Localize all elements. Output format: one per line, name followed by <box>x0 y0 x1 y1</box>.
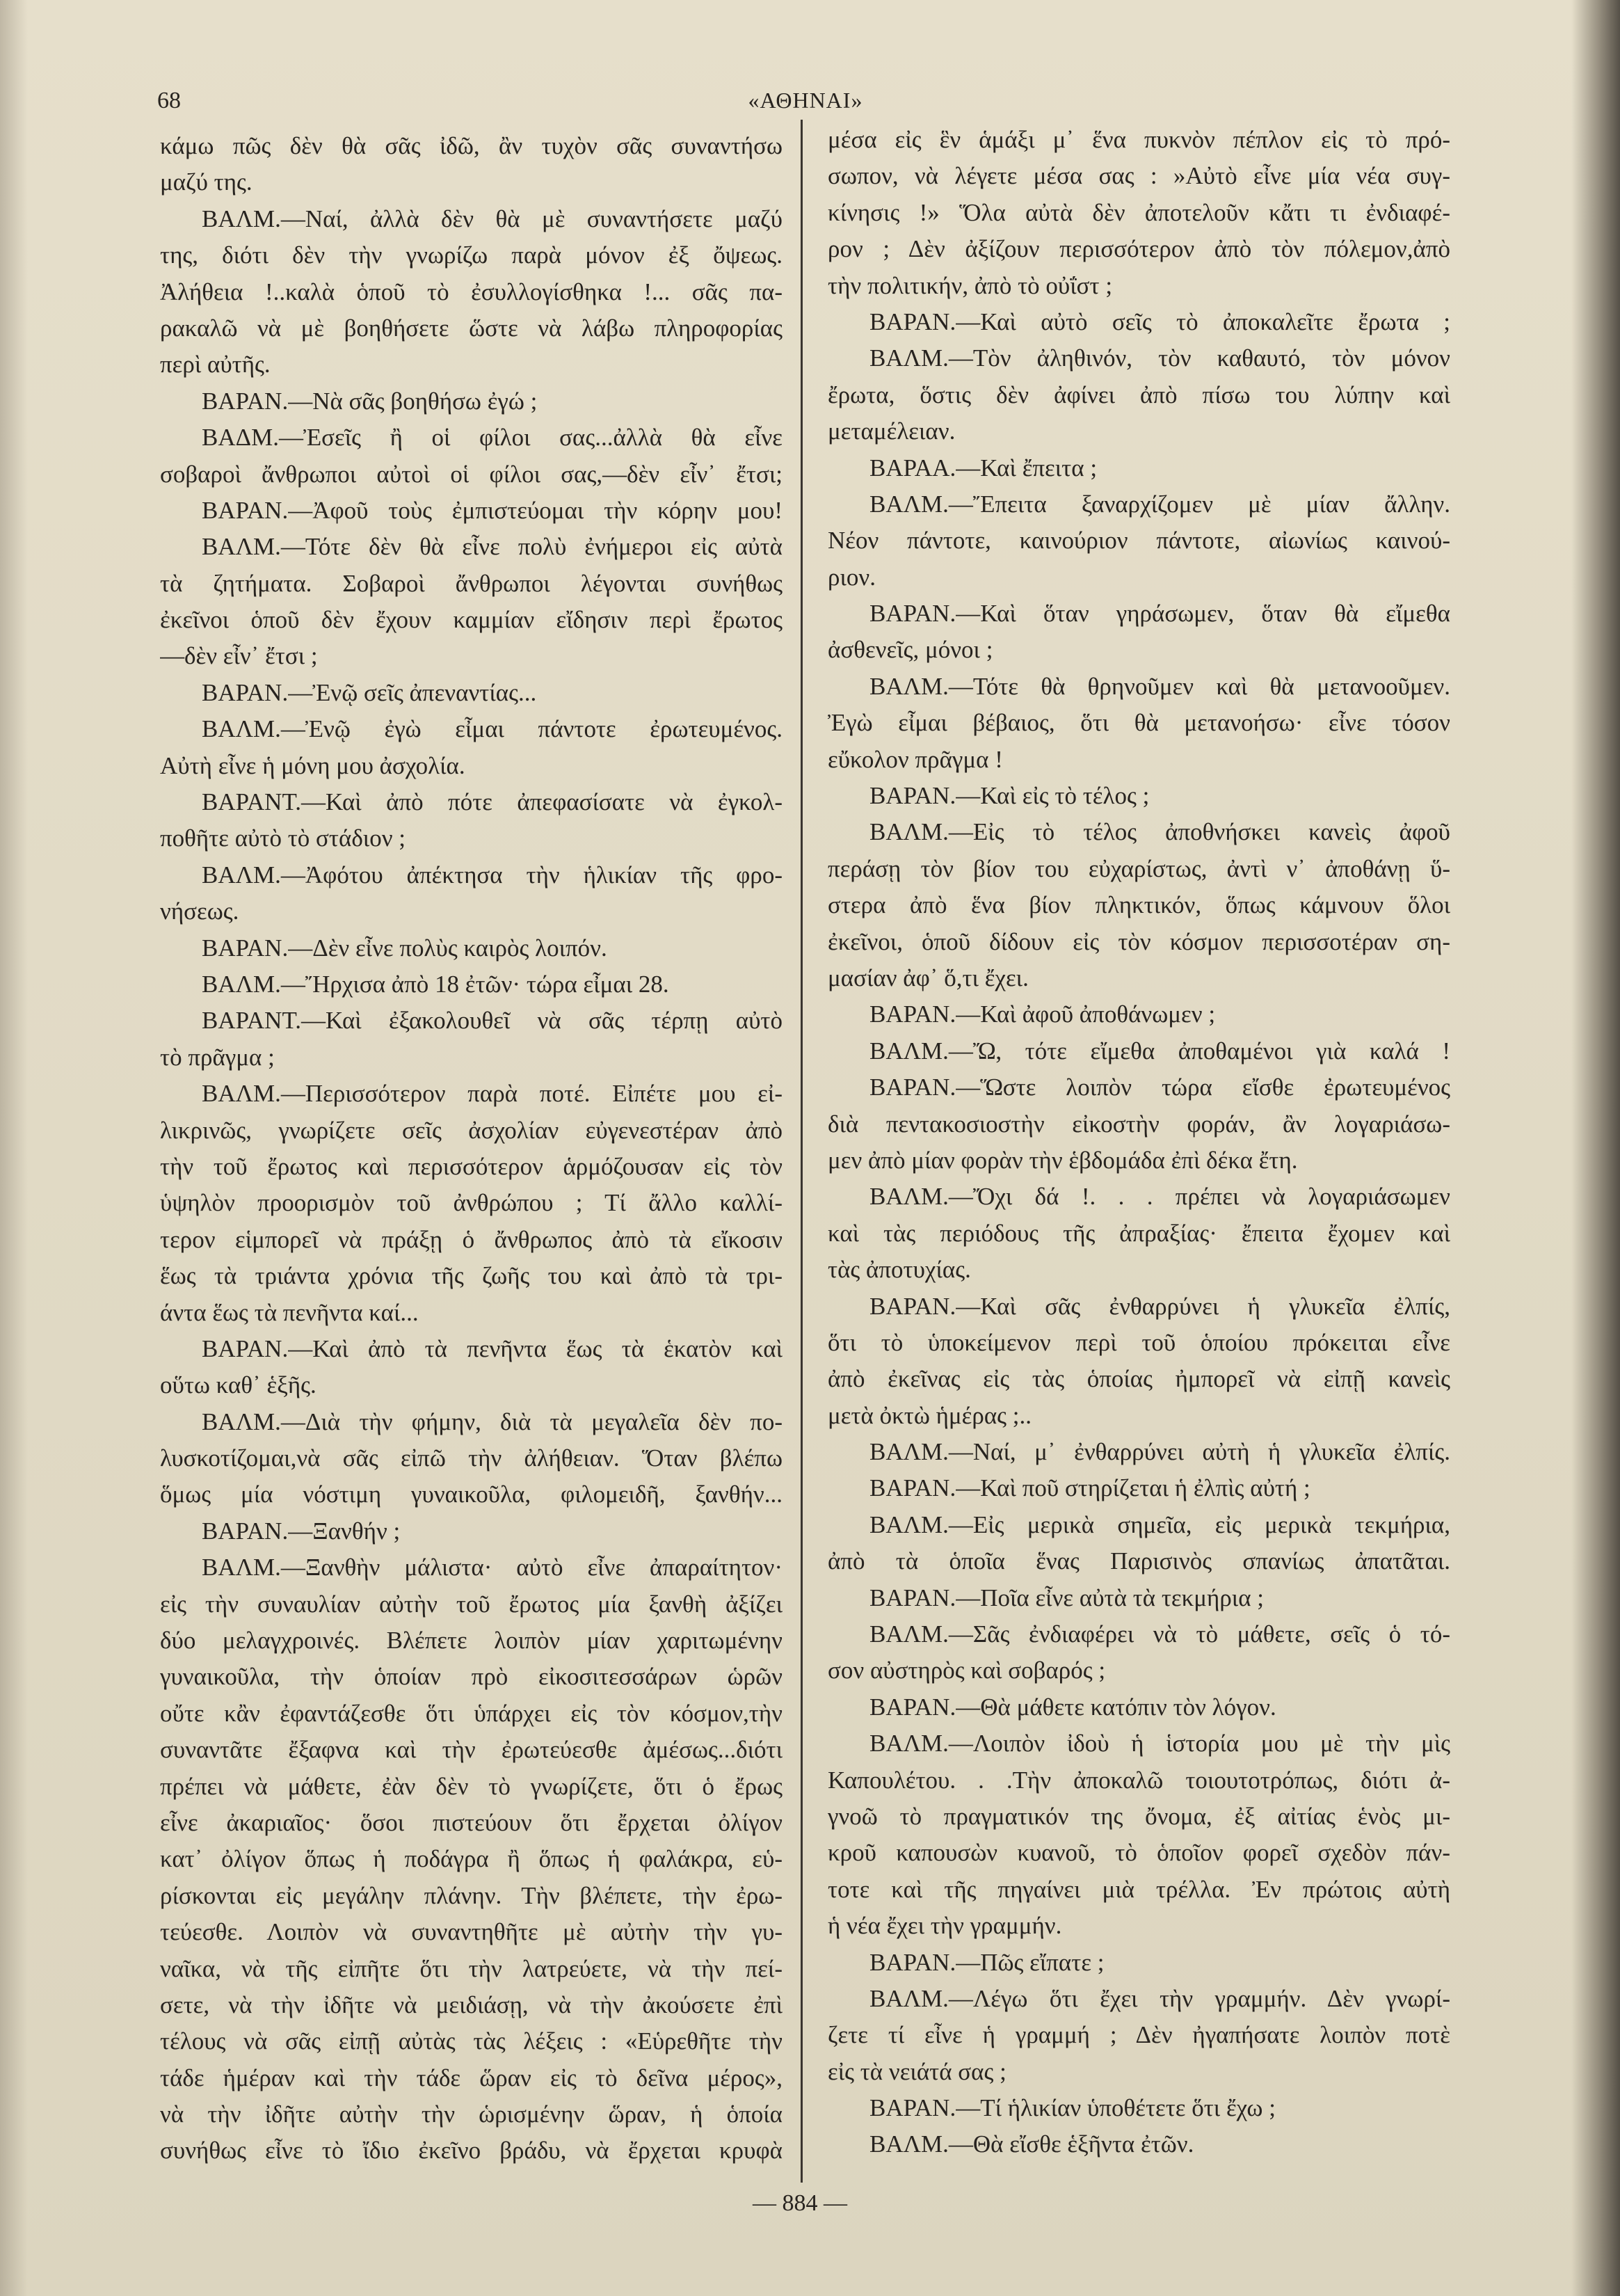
text-line: τὴν πολιτικήν, ἀπὸ τὸ οὐΐστ ; <box>828 271 1113 299</box>
text-line: ΒΑΛΜ.—Ξανθὴν μάλιστα· αὐτὸ εἶνε ἀπαραίτητον· <box>202 1554 783 1581</box>
text-line: νὰ τὴν ἰδῆτε αὐτὴν τὴν ὡρισμένην ὥραν, ἡ ὁποία <box>160 2100 783 2128</box>
text-line: Ἐγὼ εἶμαι βέβαιος, ὅτι θὰ μετανοήσω· εἶνε τόσον <box>828 709 1450 737</box>
text-line: ΒΑΛΜ.—Ναί, ἀλλὰ δὲν θὰ μὲ συναντήσετε μαζύ <box>202 205 783 232</box>
text-line: Νέον πάντοτε, καινούριον πάντοτε, αἰωνίως καινού- <box>828 527 1450 555</box>
text-line: ζετε τί εἶνε ἡ γραμμή ; Δὲν ἠγαπήσατε λοιπὸν ποτὲ <box>828 2021 1450 2049</box>
text-line: δύο μελαγχροινές. Βλέπετε λοιπὸν μίαν χαριτωμένην <box>160 1627 783 1655</box>
text-line: ΒΑΛΜ.—Ναί, μ᾽ ἐνθαρρύνει αὐτὴ ἡ γλυκεῖα ἐλπίς. <box>869 1438 1450 1466</box>
text-line: ΒΑΡΑΝ.—Ὥστε λοιπὸν τώρα εἴσθε ἐρωτευμένος <box>869 1074 1450 1101</box>
text-line: ΒΑΛΜ.—Ἀφότου ἀπέκτησα τὴν ἡλικίαν τῆς φρο- <box>202 861 783 888</box>
text-line: ΒΑΡΑΝ.—Πῶς εἴπατε ; <box>869 1948 1105 1976</box>
text-line: περὶ αὐτῆς. <box>160 351 271 378</box>
text-line: ΒΑΡΑΝ.—Ποῖα εἶνε αὐτὰ τὰ τεκμήρια ; <box>869 1584 1265 1611</box>
text-line: τεύεσθε. Λοιπὸν νὰ συναντηθῆτε μὲ αὐτὴν τὴν γυ- <box>160 1918 783 1946</box>
page-edge-shadow-left <box>0 0 28 2296</box>
text-line: ΒΑΡΑΝ.—Ξανθήν ; <box>202 1517 401 1545</box>
text-line: γυναικοῦλα, τὴν ὁποίαν πρὸ εἰκοσιτεσσάρων ὡρῶν <box>160 1663 783 1691</box>
text-line: ΒΑΛΜ.—Τότε θὰ θρηνοῦμεν καὶ θὰ μετανοοῦμεν. <box>869 672 1450 700</box>
page-edge-shadow-right <box>1571 0 1620 2296</box>
text-line: ΒΑΡΑΝ.—Καὶ ὅταν γηράσωμεν, ὅταν θὰ εἴμεθα <box>869 600 1450 628</box>
text-line: ΒΑΡΑΝ.—Καὶ σᾶς ἐνθαρρύνει ἡ γλυκεῖα ἐλπίς, <box>869 1292 1450 1320</box>
text-line: τὸ πρᾶγμα ; <box>160 1043 275 1071</box>
text-line: καὶ τὰς περιόδους τῆς ἀπραξίας· ἔπειτα ἔχομεν καὶ <box>828 1219 1450 1247</box>
text-line: ναῖκα, νὰ τῆς εἰπῆτε ὅτι τὴν λατρεύετε, νὰ τὴν πεί- <box>160 1954 783 1982</box>
text-line: ἀπὸ ἐκεῖνας εἰς τὰς ὁποίας ἠμπορεῖ νὰ εἰπῇ κανεὶς <box>828 1365 1450 1393</box>
text-line: ΒΑΛΜ.—Λοιπὸν ἰδοὺ ἡ ἱστορία μου μὲ τὴν μὶς <box>869 1730 1450 1757</box>
text-line: μεταμέλειαν. <box>828 417 956 445</box>
text-line: κροῦ καπουσὼν κυανοῦ, τὸ ὁποῖον φορεῖ σχεδὸν πάν- <box>828 1839 1450 1867</box>
text-line: Ἀλήθεια !..καλὰ ὁποῦ τὸ ἐσυλλογίσθηκα !... σᾶς πα- <box>160 278 783 305</box>
text-line: ΒΑΡΑΝ.—Καὶ ἀπὸ τὰ πενῆντα ἕως τὰ ἑκατὸν καὶ <box>202 1334 783 1362</box>
text-line: ΒΑΡΑΝ.—Καὶ εἰς τὸ τέλος ; <box>869 782 1150 810</box>
text-line: εὔκολον πρᾶγμα ! <box>828 745 1003 773</box>
text-line: στερα ἀπὸ ἕνα βίον πληκτικόν, ὅπως κάμνουν ὅλοι <box>828 891 1450 919</box>
text-line: ΒΑΛΜ.—Εἰς μερικὰ σημεῖα, εἰς μερικὰ τεκμήρια, <box>869 1510 1450 1538</box>
journal-title: «ΑΘΗΝΑΙ» <box>748 88 863 113</box>
text-line: οὕτω καθ᾽ ἑξῆς. <box>160 1371 316 1399</box>
text-line: λυσκοτίζομαι,νὰ σᾶς εἰπῶ τὴν ἀλήθειαν. Ὅταν βλέπω <box>160 1444 783 1472</box>
text-line: ἐκεῖνοι ὁποῦ δὲν ἔχουν καμμίαν εἴδησιν περὶ ἔρωτος <box>160 606 783 634</box>
text-line: μετὰ ὀκτὼ ἡμέρας ;.. <box>828 1401 1032 1429</box>
text-line: ὅμως μία νόστιμη γυναικοῦλα, φιλομειδῆ, ξανθήν... <box>160 1481 783 1508</box>
text-line: ΒΑΡΑΝ.—Καὶ αὐτὸ σεῖς τὸ ἀποκαλεῖτε ἔρωτα ; <box>869 308 1450 335</box>
text-line: ΒΑΡΑΝ.—Νὰ σᾶς βοηθήσω ἐγώ ; <box>202 387 538 415</box>
text-line: κίνησις !» Ὅλα αὐτὰ δὲν ἀποτελοῦν κἄτι τι ἐνδιαφέ- <box>828 198 1450 226</box>
text-line: νήσεως. <box>160 898 239 925</box>
text-line: σωπον, νὰ λέγετε μέσα σας : »Αὐτὸ εἶνε μία νέα συγ- <box>828 162 1450 190</box>
text-line: σοβαροὶ ἄνθρωποι αὐτοὶ οἱ φίλοι σας,—δὲν εἶν᾽ ἔτσι; <box>160 460 783 488</box>
text-line: μέσα εἰς ἓν ἁμάξι μ᾽ ἕνα πυκνὸν πέπλον εἰς τὸ πρό- <box>828 126 1450 153</box>
text-line: ΒΑΛΜ.—Τότε δὲν θὰ εἶνε πολὺ ἐνήμεροι εἰς αὐτὰ <box>202 533 783 561</box>
text-line: Καπουλέτου. . .Τὴν ἀποκαλῶ τοιουτοτρόπως, διότι ἀ- <box>828 1766 1450 1794</box>
text-line: μεν ἀπὸ μίαν φορὰν τὴν ἑβδομάδα ἐπὶ δέκα ἔτη. <box>828 1146 1298 1174</box>
text-line: ΒΑΛΜ.—Σᾶς ἐνδιαφέρει νὰ τὸ μάθετε, σεῖς ὁ τό- <box>869 1620 1450 1648</box>
text-line: οὔτε κἂν ἐφαντάζεσθε ὅτι ὑπάρχει εἰς τὸν κόσμον,τὴν <box>160 1699 783 1727</box>
text-line: ΒΑΡΑΝ.—Δὲν εἶνε πολὺς καιρὸς λοιπόν. <box>202 934 607 962</box>
text-line: κάμω πῶς δὲν θὰ σᾶς ἰδῶ, ἂν τυχὸν σᾶς συναντήσω <box>160 132 783 159</box>
text-line: συναντᾶτε ἔξαφνα καὶ τὴν ἐρωτεύεσθε ἀμέσως...διότι <box>160 1736 783 1764</box>
text-line: ΒΑΛΜ.—Ἤρχισα ἀπὸ 18 ἐτῶν· τώρα εἶμαι 28. <box>202 970 669 998</box>
text-line: τὰ ζητήματα. Σοβαροὶ ἄνθρωποι λέγονται συνήθως <box>160 569 783 597</box>
text-line: ἔρωτα, ὅστις δὲν ἀφίνει ἀπὸ πίσω του λύπην καὶ <box>828 381 1450 408</box>
text-line: λικρινῶς, γνωρίζετε σεῖς ἀσχολίαν εὐγενεστέραν ἀπὸ <box>160 1116 783 1144</box>
text-line: ρακαλῶ νὰ μὲ βοηθήσετε ὥστε νὰ λάβω πληροφορίας <box>160 314 783 342</box>
text-line: ΒΑΡΑΝ.—Ἐνῷ σεῖς ἀπεναντίας... <box>202 678 537 706</box>
text-line: τερον εἱμπορεῖ νὰ πράξῃ ὁ ἄνθρωπος ἀπὸ τὰ εἴκοσιν <box>160 1225 783 1253</box>
text-line: τοτε καὶ τῆς πηγαίνει μιὰ τρέλλα. Ἐν πρώτοις αὐτὴ <box>828 1875 1450 1903</box>
text-line: ΒΑΡΑΝ.—Τί ἡλικίαν ὑποθέτετε ὅτι ἔχω ; <box>869 2094 1276 2122</box>
text-line: ἀπὸ τὰ ὁποῖα ἕνας Παρισινὸς σπανίως ἀπατᾶται. <box>828 1547 1450 1575</box>
text-line: ἕως τὰ τριάντα χρόνια τῆς ζωῆς του καὶ ἀπὸ τὰ τρι- <box>160 1262 783 1290</box>
text-line: τὰς ἀποτυχίας. <box>828 1256 971 1284</box>
text-line: γνοῶ τὸ πραγματικόν της ὄνομα, ἐξ αἰτίας ἑνὸς μι- <box>828 1802 1450 1830</box>
right-column <box>828 122 1450 2163</box>
text-line: τέλους νὰ σᾶς εἰπῇ αὐτὰς τὰς λέξεις : «Εὑρεθῆτε τὴν <box>160 2027 783 2055</box>
text-line: τὴν τοῦ ἔρωτος καὶ περισσότερον ἁρμόζουσαν εἰς τὸν <box>160 1152 783 1180</box>
text-line: ΒΑΛΜ.—Ἐνῷ ἐγὼ εἶμαι πάντοτε ἐρωτευμένος. <box>202 715 783 743</box>
text-line: ρον ; Δὲν ἀξίζουν περισσότερον ἀπὸ τὸν πόλεμον,ἀπὸ <box>828 235 1450 263</box>
text-line: ΒΑΡΑΝ.—Καὶ ποῦ στηρίζεται ἡ ἐλπὶς αὐτή ; <box>869 1474 1310 1502</box>
text-line: ΒΑΛΜ.—Ὄχι δά !. . . πρέπει νὰ λογαριάσωμεν <box>869 1183 1450 1211</box>
text-line: ΒΑΛΜ.—Διὰ τὴν φήμην, διὰ τὰ μεγαλεῖα δὲν πο- <box>202 1408 783 1435</box>
text-line: σον αὐστηρὸς καὶ σοβαρός ; <box>828 1657 1106 1684</box>
page-number: 68 <box>157 88 181 113</box>
text-line: ΒΑΡΑΝ.—Θὰ μάθετε κατόπιν τὸν λόγον. <box>869 1693 1276 1721</box>
text-line: εἰς τὰ νειάτά σας ; <box>828 2057 1007 2085</box>
text-line: ὑψηλὸν προορισμὸν τοῦ ἀνθρώπου ; Τί ἄλλο καλλί- <box>160 1189 783 1217</box>
text-line: μαζύ της. <box>160 168 252 196</box>
text-line: εἰς τὴν συναυλίαν αὐτὴν τοῦ ἔρωτος μία ξανθὴ ἀξίζει <box>160 1590 783 1618</box>
text-line: διὰ πεντακοσιοστὴν εἰκοστὴν φοράν, ἂν λογαριάσω- <box>828 1110 1450 1138</box>
text-line: ΒΑΛΜ.—Ἔπειτα ξαναρχίζομεν μὲ μίαν ἄλλην. <box>869 490 1450 518</box>
text-line: ΒΑΛΜ.—Θὰ εἴσθε ἑξῆντα ἐτῶν. <box>869 2130 1194 2158</box>
text-line: ἡ νέα ἔχει τὴν γραμμήν. <box>828 1912 1062 1940</box>
text-line: ΒΑΛΜ.—Λέγω ὅτι ἔχει τὴν γραμμήν. Δὲν γνωρί- <box>869 1984 1450 2012</box>
text-line: ΒΑΛΜ.—Τὸν ἀληθινόν, τὸν καθαυτό, τὸν μόνον <box>869 344 1450 372</box>
text-line: μασίαν ἀφ᾽ ὅ,τι ἔχει. <box>828 964 1029 991</box>
text-line: ρίσκονται εἰς μεγάλην πλάνην. Τὴν βλέπετε, τὴν ἐρω- <box>160 1881 783 1909</box>
text-line: ὅτι τὸ ὑποκείμενον περὶ τοῦ ὁποίου πρόκειται εἶνε <box>828 1328 1450 1356</box>
text-line: ποθῆτε αὐτὸ τὸ στάδιον ; <box>160 824 406 852</box>
text-line: ἐκεῖνοι, ὁποῦ δίδουν εἰς τὸν κόσμον περισσοτέραν ση- <box>828 927 1450 955</box>
text-line: περάσῃ τὸν βίον του εὐχαρίστως, ἀντὶ ν᾽ ἀποθάνῃ ὕ- <box>828 854 1450 882</box>
text-line: σετε, νὰ τὴν ἰδῆτε νὰ μειδιάσῃ, νὰ τὴν ἀκούσετε ἐπὶ <box>160 1991 783 2018</box>
text-line: ΒΑΛΜ.—Εἰς τὸ τέλος ἀποθνήσκει κανεὶς ἀφοῦ <box>869 818 1450 846</box>
text-line: ΒΑΛΜ.—Ὤ, τότε εἴμεθα ἀποθαμένοι γιὰ καλά ! <box>869 1037 1450 1065</box>
text-line: ΒΑΔΜ.—Ἐσεῖς ἢ οἱ φίλοι σας...ἀλλὰ θὰ εἶνε <box>202 424 783 452</box>
text-line: της, διότι δὲν τὴν γνωρίζω παρὰ μόνον ἐξ ὄψεως. <box>160 241 783 269</box>
text-line: πρέπει νὰ μάθετε, ἐὰν δὲν τὸ γνωρίζετε, ὅτι ὁ ἔρως <box>160 1772 783 1800</box>
text-line: συνήθως εἶνε τὸ ἴδιο ἐκεῖνο βράδυ, νὰ ἔρχεται κρυφὰ <box>160 2137 783 2165</box>
left-column <box>160 128 783 2169</box>
text-line: τάδε ἡμέραν καὶ τὴν τάδε ὥραν εἰς τὸ δεῖνα μέρος», <box>160 2064 783 2091</box>
text-line: ριον. <box>828 563 876 591</box>
text-line: ΒΑΡΑΝ.—Καὶ ἀφοῦ ἀποθάνωμεν ; <box>869 1000 1216 1028</box>
text-line: —δὲν εἶν᾽ ἔτσι ; <box>160 642 318 670</box>
text-line: άντα ἕως τὰ πενῆντα καί... <box>160 1298 419 1326</box>
text-line: κατ᾽ ὀλίγον ὅπως ἡ ποδάγρα ἢ ὅπως ἡ φαλάκρα, εὑ- <box>160 1845 783 1873</box>
text-line: ΒΑΡΑΝΤ.—Καὶ ἐξακολουθεῖ νὰ σᾶς τέρπῃ αὐτὸ <box>202 1007 783 1035</box>
footer-page-marker: — 884 — <box>753 2190 847 2216</box>
text-line: ΒΑΡΑΝ.—Ἀφοῦ τοὺς ἐμπιστεύομαι τὴν κόρην μου! <box>202 496 783 524</box>
text-line: ἀσθενεῖς, μόνοι ; <box>828 636 993 664</box>
text-line: ΒΑΡΑΝΤ.—Καὶ ἀπὸ πότε ἀπεφασίσατε νὰ ἐγκολ- <box>202 788 783 816</box>
text-line: ΒΑΡΑΑ.—Καὶ ἔπειτα ; <box>869 454 1098 481</box>
text-line: Αὐτὴ εἶνε ἡ μόνη μου ἀσχολία. <box>160 751 465 779</box>
text-line: ΒΑΛΜ.—Περισσότερον παρὰ ποτέ. Εἰπέτε μου εἰ- <box>202 1080 783 1108</box>
text-line: εἶνε ἀκαριαῖος· ὅσοι πιστεύουν ὅτι ἔρχεται ὀλίγον <box>160 1808 783 1836</box>
column-divider <box>801 120 803 2183</box>
